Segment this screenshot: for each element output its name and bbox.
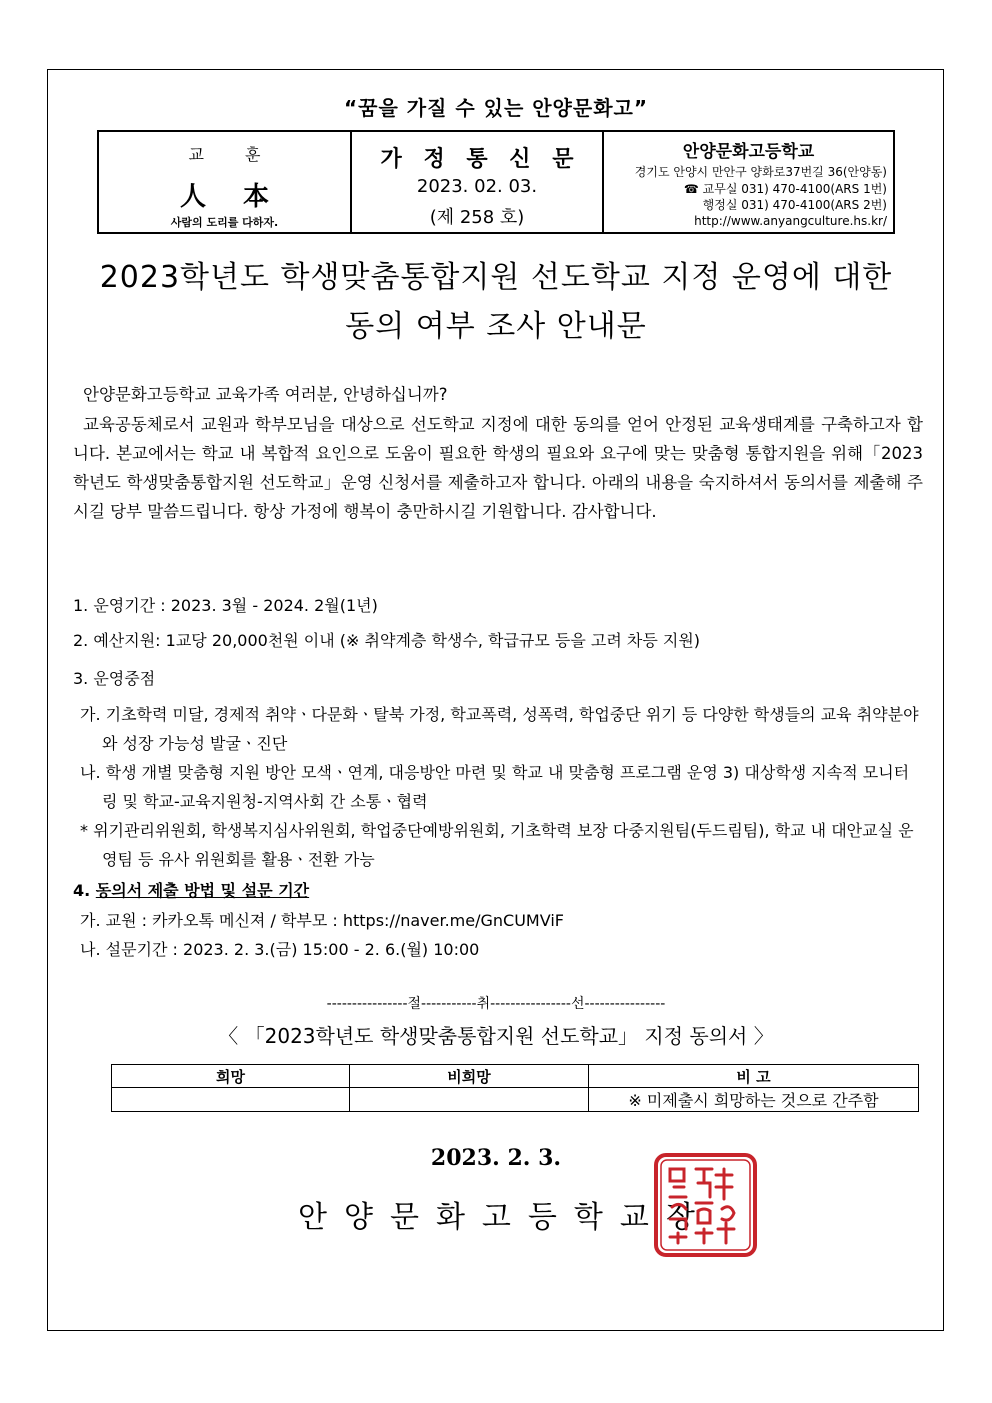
school-address: 경기도 안양시 만안구 양화로37번길 36(안양동) bbox=[634, 165, 887, 179]
signature-date: 2023. 2. 3. bbox=[430, 1145, 562, 1171]
hope-checkbox-cell[interactable] bbox=[112, 1088, 350, 1112]
item-focus-na: 나. 학생 개별 맞춤형 지원 방안 모색ㆍ연계, 대응방안 마련 및 학교 내 맞춤형 프로그램 운영 3) 대상학생 지속적 모니터링 및 학교-교육지원청-지역사회 간 소통ㆍ협력 bbox=[80, 763, 910, 811]
newsletter-cell bbox=[352, 132, 604, 232]
school-motto: “꿈을 가질 수 있는 안양문화고” bbox=[344, 96, 648, 120]
official-seal-icon bbox=[654, 1153, 757, 1257]
item-focus-ga: 가. 기초학력 미달, 경제적 취약ㆍ다문화ㆍ탈북 가정, 학교폭력, 성폭력, 학업중단 위기 등 다양한 학생들의 교육 취약분야와 성장 가능성 발굴ㆍ진단 bbox=[80, 705, 919, 753]
phone-office: ☎ 교무실 031) 470-4100(ARS 1번) bbox=[683, 182, 887, 196]
item-focus: 3. 운영중점 bbox=[73, 669, 156, 688]
gyohun-label: 교 훈 bbox=[188, 145, 279, 164]
greeting: 안양문화고등학교 교육가족 여러분, 안녕하십니까? bbox=[83, 385, 448, 404]
remarks-note: ※ 미제출시 희망하는 것으로 간주함 bbox=[589, 1088, 919, 1112]
school-name: 안양문화고등학교 bbox=[682, 142, 815, 162]
col-remarks: 비 고 bbox=[589, 1065, 919, 1088]
col-no-hope: 비희망 bbox=[350, 1065, 589, 1088]
item-submission-na: 나. 설문기간 : 2023. 2. 3.(금) 15:00 - 2. 6.(월) 10:00 bbox=[80, 940, 480, 959]
item-submission-number: 4. bbox=[73, 881, 96, 900]
header-table bbox=[97, 130, 895, 234]
no-hope-checkbox-cell[interactable] bbox=[350, 1088, 589, 1112]
item-focus-note: * 위기관리위원회, 학생복지심사위원회, 학업중단예방위원회, 기초학력 보장 다중지원팀(두드림팀), 학교 내 대안교실 운영팀 등 유사 위원회를 활용ㆍ전환 가능 bbox=[80, 821, 914, 869]
phone-admin: 행정실 031) 470-4100(ARS 2번) bbox=[702, 198, 887, 212]
gyohun-sub: 사람의 도리를 다하자. bbox=[170, 216, 279, 229]
document-title-line2: 동의 여부 조사 안내문 bbox=[345, 309, 647, 344]
consent-table-row bbox=[112, 1088, 919, 1112]
intro-paragraph: 교육공동체로서 교원과 학부모님을 대상으로 선도학교 지정에 대한 동의를 얻어 안정된 교육생태계를 구축하고자 합니다. 본교에서는 학교 내 복합적 요인으로 도움이 필요한 학생의 필요와 요구에 맞는 맞춤형 통합지원을 위해「2023학년도 학생맞춤통합지원 선도학교」운영 신청서를 제출하고자 합니다. 아래의 내용을 숙지하셔서 동의서를 제출해 주시길 당부 말씀드립니다. 항상 가정에 행복이 충만하시길 기원합니다. 감사합니다. bbox=[73, 415, 923, 521]
col-hope: 희망 bbox=[112, 1065, 350, 1088]
school-website[interactable]: http://www.anyangculture.hs.kr/ bbox=[694, 214, 887, 228]
principal-signature: 안양문화고등학교장 bbox=[298, 1200, 712, 1235]
newsletter-issue: (제 258 호) bbox=[429, 207, 525, 228]
item-submission bbox=[73, 878, 309, 901]
gyohun-cell bbox=[99, 132, 352, 232]
item-budget: 2. 예산지원: 1교당 20,000천원 이내 (※ 취약계층 학생수, 학급규모 등을 고려 차등 지원) bbox=[73, 631, 701, 650]
cut-line: ----------------절-----------취----------------선---------------- bbox=[326, 996, 666, 1012]
document-title-line1: 2023학년도 학생맞춤통합지원 선도학교 지정 운영에 대한 bbox=[99, 260, 893, 295]
item-period: 1. 운영기간 : 2023. 3월 - 2024. 2월(1년) bbox=[73, 596, 378, 615]
gyohun-main: 人 本 bbox=[179, 182, 284, 212]
item-submission-ga[interactable]: 가. 교원 : 카카오톡 메신져 / 학부모 : https://naver.me/GnCUMViF bbox=[80, 911, 564, 930]
consent-form-title: 〈 「2023학년도 학생맞춤통합지원 선도학교」 지정 동의서 〉 bbox=[218, 1024, 774, 1048]
item-submission-title: 동의서 제출 방법 및 설문 기간 bbox=[95, 881, 310, 900]
newsletter-title: 가 정 통 신 문 bbox=[380, 147, 581, 172]
school-info-cell bbox=[604, 132, 893, 232]
consent-table bbox=[111, 1064, 919, 1112]
consent-table-header bbox=[112, 1065, 919, 1088]
newsletter-date: 2023. 02. 03. bbox=[416, 176, 538, 197]
